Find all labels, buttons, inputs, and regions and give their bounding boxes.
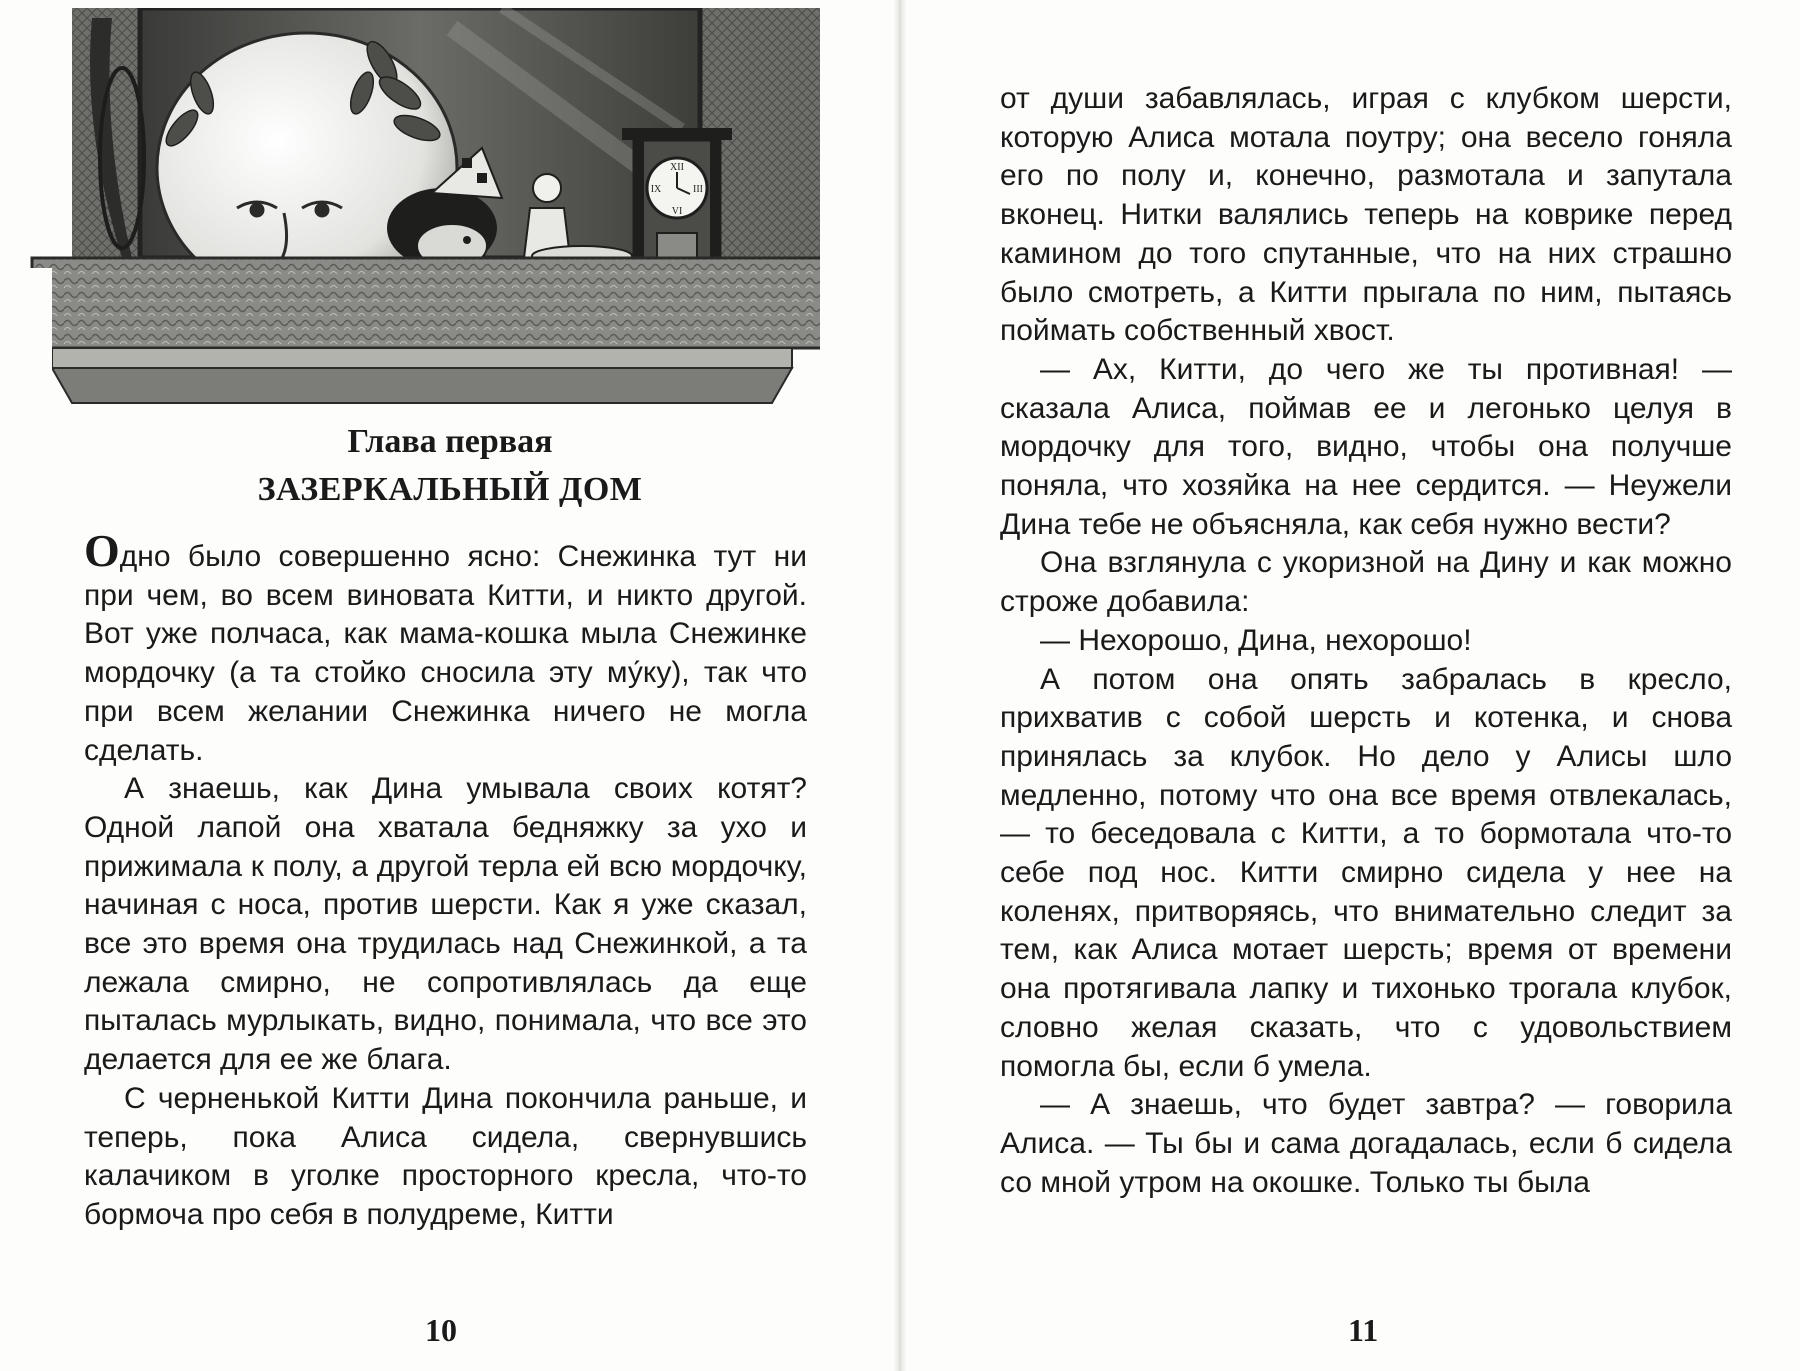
- clock-numeral-3: III: [693, 184, 703, 195]
- paragraph: — А знаешь, что будет завтра? — говорила Алиса. — Ты бы и сама догадалась, если б сидела со мной утром на окошке. Только ты была: [1000, 1088, 1732, 1199]
- left-page-text: [84, 525, 807, 1235]
- clock-numeral-12: XII: [670, 162, 684, 173]
- clock-numeral-9: IX: [650, 184, 662, 195]
- paragraph: Она взглянула с укоризной на Дину и как можно строже добавила:: [1000, 546, 1732, 619]
- chapter-title: ЗАЗЕРКАЛЬНЫЙ ДОМ: [257, 471, 643, 508]
- chapter-number: Глава первая: [347, 423, 553, 460]
- clock-numeral-6: VI: [671, 206, 683, 217]
- paragraph: А потом она опять забралась в кресло, прихватив с собой шерсть и котенка, и снова принялась за клубок. Но дело у Алисы шло медленно, потому что она все время отвлекалась, — то беседовала с Китти, а то бормотала что-то себе под нос. Китти смирно сидела у нее на коленях, притворяясь, что внимательно следит за тем, как Алиса мотает шерсть; время от времени она протягивала лапку и тихонько трогала клубок, словно желая сказать, что с удовольствием помогла бы, если б умела.: [1000, 662, 1732, 1083]
- paragraph: — Ах, Китти, до чего же ты противная! — сказала Алиса, поймав ее и легонько целуя в мордочку для того, видно, чтобы она получше поняла, что хозяйка на нее сердится. — Неужели Дина тебе не объясняла, как себя нужно вести?: [1000, 352, 1732, 541]
- mantelpiece: [22, 258, 820, 408]
- drop-cap: О: [84, 525, 120, 576]
- right-page: [900, 0, 1800, 1371]
- chapter-heading: [80, 418, 820, 514]
- page-number-right: 11: [1348, 1312, 1379, 1348]
- page-number-left: 10: [425, 1312, 457, 1348]
- chapter-illustration: [22, 8, 820, 408]
- paragraph: — Нехорошо, Дина, нехорошо!: [1040, 623, 1472, 657]
- right-page-text: [1000, 80, 1732, 1202]
- paragraph-text: дно было совершенно ясно: Снежинка тут ни при чем, во всем виновата Китти, и никто другой. Вот уже полчаса, как мама-кошка мыла Снежинке мордочку (а та стойко сносила эту му́ку), так что при всем желании Снежинка ничего не могла сделать.: [84, 540, 807, 767]
- paragraph: А знаешь, как Дина умывала своих котят? Одной лапой она хватала бедняжку за ухо и прижимала к полу, а другой терла ей всю мордочку, начиная с носа, против шерсти. Как я уже сказал, все это время она трудилась над Снежинкой, а та лежала смирно, не сопротивлялась да еще пыталась мурлыкать, видно, понимала, что все это делается для ее же блага.: [84, 772, 807, 1077]
- paragraph: от души забавлялась, играя с клубком шерсти, которую Алиса мотала поутру; она весело гоняла его по полу и, конечно, размотала и запутала вконец. Нитки валялись теперь на коврике перед камином до того спутанные, что на них страшно было смотреть, а Китти прыгала по ним, пытаясь поймать собственный хвост.: [1000, 82, 1732, 348]
- paragraph: [84, 525, 807, 770]
- paragraph: С черненькой Китти Дина покончила раньше, и теперь, пока Алиса сидела, свернувшись калачиком в уголке просторного кресла, что-то бормоча про себя в полудреме, Китти: [84, 1081, 807, 1231]
